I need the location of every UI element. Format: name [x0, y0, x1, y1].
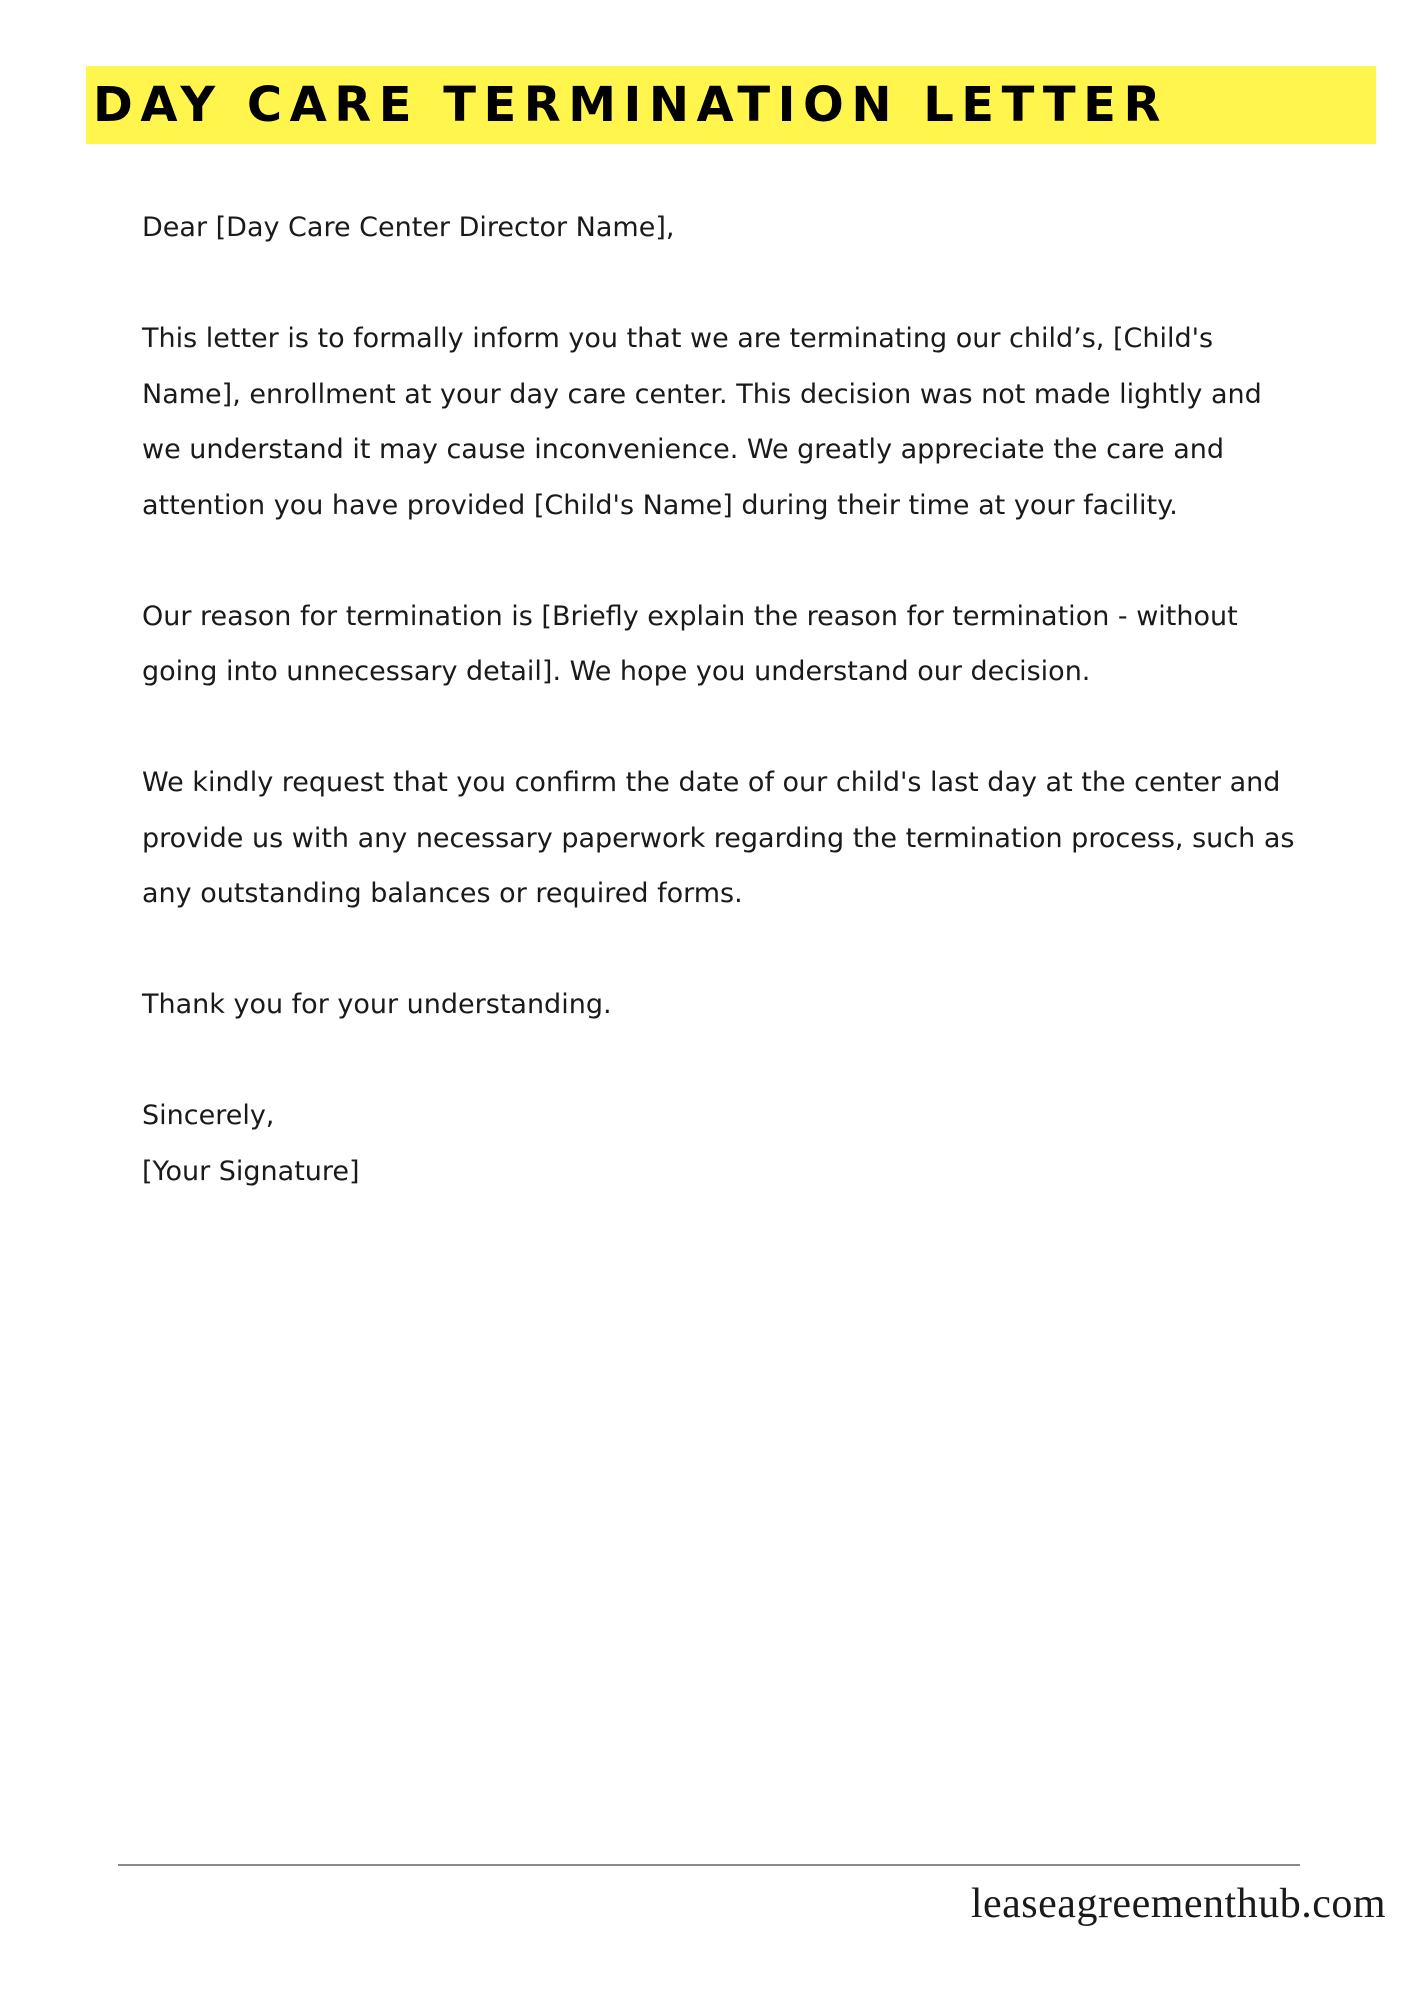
footer-divider — [118, 1864, 1300, 1866]
paragraph-intro: This letter is to formally inform you that we are terminating our child’s, [Child's Name], enrollment at your day care center. This decision was not made lightly and we understand it may cause inconvenience. We greatly appreciate the care and attention you have provided [Child's Name] during their time at your facility. — [142, 323, 1262, 521]
paragraph-reason: Our reason for termination is [Briefly explain the reason for termination - without going into unnecessary detail]. We hope you understand our decision. — [142, 600, 1238, 687]
signature-block — [142, 1088, 1302, 1199]
paragraph-request: We kindly request that you confirm the date of our child's last day at the center and provide us with any necessary paperwork regarding the termination process, such as any outstanding balances or required forms. — [142, 767, 1295, 909]
website-logo-text: leaseagreementhub.com — [970, 1881, 1386, 1927]
salutation: Dear [Day Care Center Director Name], — [142, 212, 675, 243]
page-title: DAY CARE TERMINATION LETTER — [93, 77, 1168, 133]
signature-placeholder: [Your Signature] — [142, 1155, 360, 1187]
paragraph-thanks: Thank you for your understanding. — [142, 989, 612, 1020]
letter-body — [142, 200, 1302, 1199]
closing: Sincerely, — [142, 1100, 275, 1131]
